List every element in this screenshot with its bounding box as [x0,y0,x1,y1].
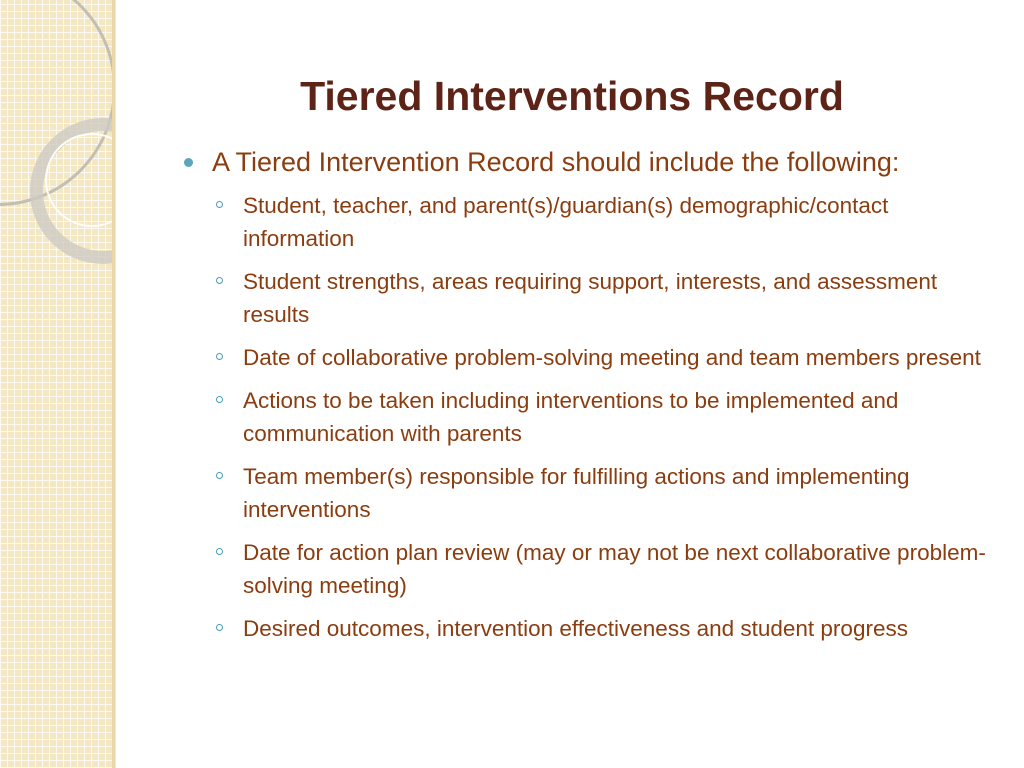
sidebar-divider-highlight [115,0,116,768]
sub-bullet-item [182,265,992,331]
sub-bullet-text: Date of collaborative problem-solving meeting and team members present [243,345,981,370]
main-bullet-text: A Tiered Intervention Record should include the following: [212,147,900,177]
circle-bullet-icon [216,201,223,208]
bullet-dot-icon [184,158,193,167]
circle-bullet-icon [216,396,223,403]
circle-bullet-icon [216,548,223,555]
sub-bullet-text: Student strengths, areas requiring support, interests, and assessment results [243,269,938,327]
sub-bullet-text: Actions to be taken including interventions to be implemented and communication with parents [243,388,899,446]
circle-bullet-icon [216,353,223,360]
sub-bullet-item [182,341,992,374]
sub-bullet-item [182,460,992,526]
sub-bullet-item [182,612,992,645]
slide-body [182,144,992,655]
sub-bullet-item [182,384,992,450]
circle-bullet-icon [216,624,223,631]
circle-bullet-icon [216,472,223,479]
sub-bullet-text: Date for action plan review (may or may not be next collaborative problem-solving meeting) [243,540,986,598]
decorative-sidebar [0,0,113,768]
sub-bullet-text: Team member(s) responsible for fulfilling actions and implementing interventions [243,464,910,522]
sub-bullet-text: Desired outcomes, intervention effectiveness and student progress [243,616,908,641]
main-bullet [182,144,992,181]
slide-title: Tiered Interventions Record [300,73,844,119]
sub-bullet-list [182,189,992,645]
sub-bullet-item [182,189,992,255]
sub-bullet-text: Student, teacher, and parent(s)/guardian(s) demographic/contact information [243,193,889,251]
circle-bullet-icon [216,277,223,284]
sub-bullet-item [182,536,992,602]
